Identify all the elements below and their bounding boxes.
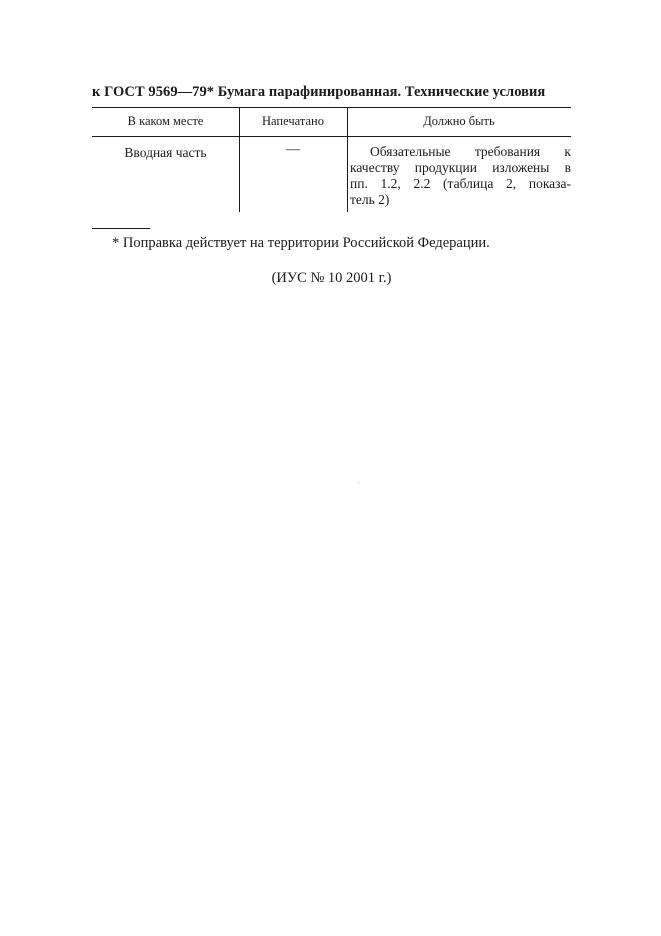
correction-text-line: Обязательные требования к (370, 144, 571, 159)
table-header-printed: Напечатано (262, 114, 324, 128)
table-cell-where: Вводная часть (124, 145, 207, 160)
source-reference: (ИУС № 10 2001 г.) (271, 270, 392, 286)
table-header-should-be: Должно быть (423, 114, 495, 128)
table-cell-should-be (350, 144, 571, 208)
footnote: * Поправка действует на территории Российской Федерации. (112, 235, 490, 251)
table-header-where: В каком месте (127, 114, 204, 128)
correction-text-line: пп. 1.2, 2.2 (таблица 2, показа- (350, 176, 571, 191)
table-cell-printed: — (286, 142, 300, 157)
footnote-separator (92, 228, 150, 229)
scan-speck (358, 482, 359, 483)
correction-text-line: качеству продукции изложены в (350, 160, 571, 175)
table-top-rule (92, 107, 571, 108)
document-title: к ГОСТ 9569—79* Бумага парафинированная. Технические условия (92, 84, 546, 100)
correction-text-line: тель 2) (350, 192, 390, 207)
table-header-rule (92, 136, 571, 137)
